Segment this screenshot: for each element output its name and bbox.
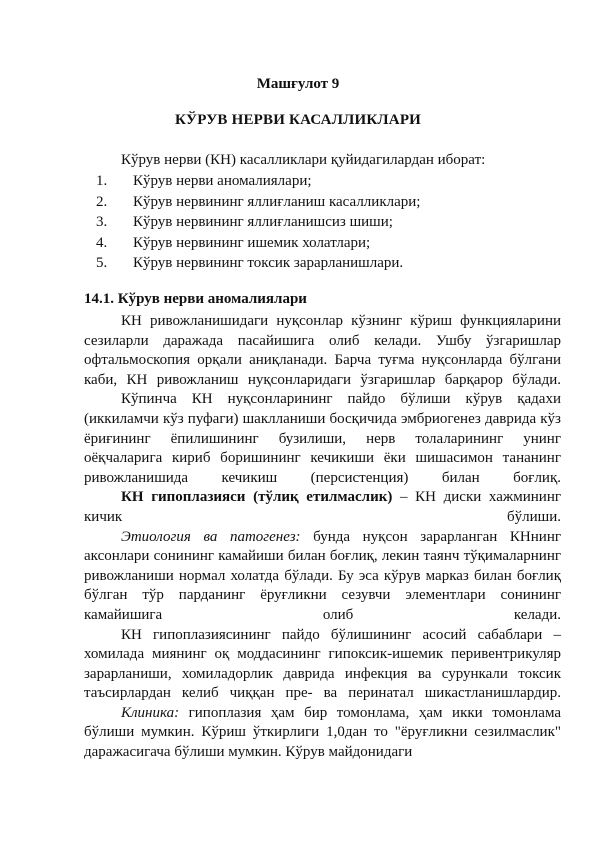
paragraph: КН ривожланишидаги нуқсонлар кўзнинг кўриш функцияларини сезиларли даражада пасайишига олиб келади. Ушбу ўзгаришлар офтальмоскопия орқали аниқланади. Барча туғма нуқсонларда бўлгани каби, КН ривожланиш нуқсонларидаги ўзгаришлар барқарор бўлади. [84,313,561,388]
list-item: 5. Кўрув нервининг токсик зарарланишлари. [96,255,404,271]
disease-list [96,171,420,274]
section-title: 14.1. Кўрув нерви аномалиялари [84,291,307,307]
paragraph: КН гипоплазиясининг пайдо бўлишининг асосий сабаблари – хомилада миянинг оқ моддасининг гипоксик-ишемик перивентрикуляр зарарланиши, хомиладорлик даврида инфекция ва сурункали токсик таъсирлардан келиб чиққан пре- ва перинатал шикастланишлардир. [84,626,561,702]
list-item: 2. Кўрув нервининг яллиғланиш касалликлари; [96,193,421,210]
chapter-title: КЎРУВ НЕРВИ КАСАЛЛИКЛАРИ [174,112,422,128]
lesson-title: Машғулот 9 [256,76,340,92]
paragraph: Кўпинча КН нуқсонларининг пайдо бўлиши кўрув қадахи (иккиламчи кўз пуфаги) шаклланиши босқичида эмбриогенез даврида кўз ёриғининг ёпилишининг бузилиши, нерв толаларининг унинг оёқчаларига кириб боришининг кечикиши ёки шишасимон тананинг ривожланишида кечикиш (персистенция) билан боғлиқ. [84,391,561,486]
paragraph: Клиника: гипоплазия ҳам бир томонлама, ҳам икки томонлама бўлиши мумкин. Кўриш ўткирлиги 1,0дан то "ёруғликни сезилмаслик" даражасигача бўлиши мумкин. Кўрув майдонидаги [84,704,561,761]
list-item: 4. Кўрув нервининг ишемик холатлари; [96,234,371,251]
intro-text: Кўрув нерви (КН) касалликлари қуйидагилардан иборат: [121,152,486,168]
body-text [84,312,561,763]
list-item: 1. Кўрув нерви аномалиялари; [96,173,312,189]
paragraph: Этиология ва патогенез: бунда нуқсон зарарланган КНнинг аксонлари сонининг камайиши билан боғлиқ, лекин таянч тўқималарнинг ривожланиши нормал холатда бўлади. Бу эса кўрув марказ билан боғлиқ бўлган тўр парданинг ёруғликни сезувчи элементлари сонининг камайишига олиб келади. [84,528,561,623]
list-item: 3. Кўрув нервининг яллиғланишсиз шиши; [96,214,393,230]
paragraph: КН гипоплазияси (тўлиқ етилмаслик) – КН диски хажмининг кичик бўлиши. [84,489,562,525]
